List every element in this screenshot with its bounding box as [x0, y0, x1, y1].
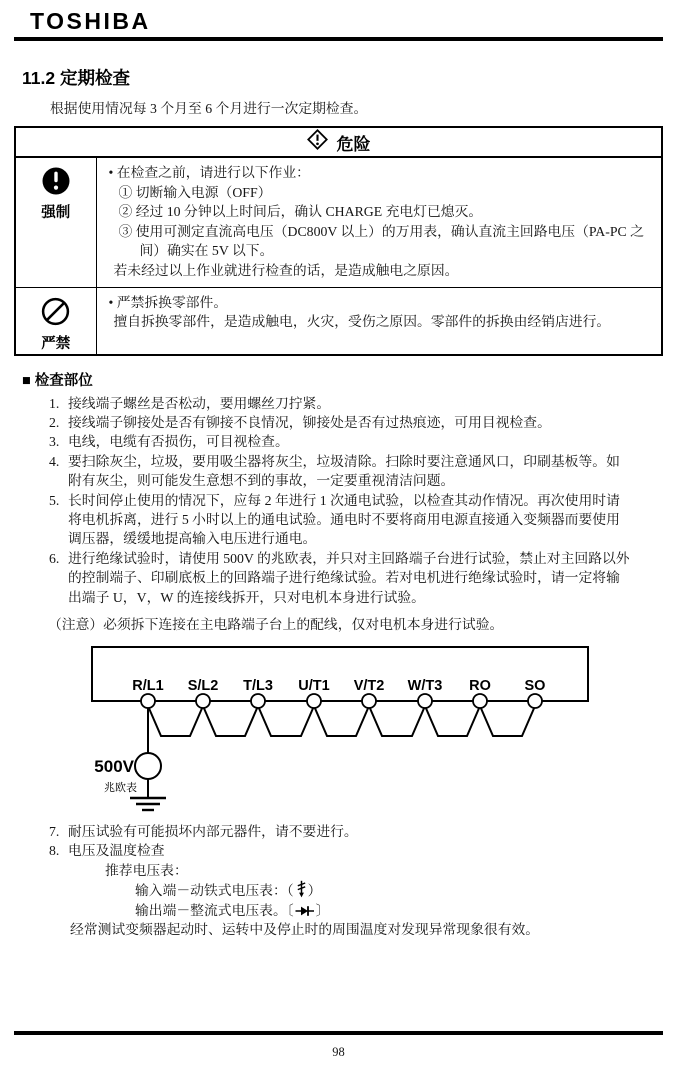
note-text: （注意）必须拆下连接在主电路端子台上的配线，仅对电机本身进行试验。 — [48, 617, 504, 633]
bottom-rule — [14, 1031, 663, 1035]
danger-table-header — [15, 127, 662, 157]
item-text: 长时间停止使用的情况下，应每 2 年进行 1 次通电试验，以检查其动作情况。再次使用时请将电机拆离，进行 5 小时以上的通电试验。通电时不要将商用电源直接通入变频器而要使用调压器，缓缓地提高输入电压进行通电。 — [68, 492, 620, 547]
item-number: 4. — [49, 453, 60, 469]
terminal-label: S/L2 — [187, 678, 219, 695]
danger-step: ① 切断输入电源（OFF） — [118, 184, 272, 200]
danger-line: • 在检查之前，请进行以下作业： — [108, 165, 310, 180]
item-text: 进行绝缘试验时，请使用 500V 的兆欧表，并只对主回路端子台进行试验，禁止对主回路以外的控制端子、印刷底板上的回路端子进行绝缘试验。若对电机进行绝缘试验时，请一定将输出端子 U，V，W 的连接线拆开，只对电机本身进行试验。 — [68, 550, 630, 605]
temperature-note: 经常测试变频器起动时、运转中及停止时的周围温度对发现异常现象很有效。 — [70, 922, 540, 938]
jumper-wires — [148, 706, 535, 736]
danger-line: • 严禁拆换零部件。 — [108, 294, 228, 310]
item-text: 接线端子铆接处是否有铆接不良情况，铆接处是否有过热痕迹，可用目视检查。 — [68, 414, 551, 430]
danger-diamond-icon — [307, 129, 328, 155]
mandatory-icon — [41, 184, 71, 199]
square-bullet: ■ — [22, 372, 31, 389]
list-item — [0, 432, 632, 451]
terminal-labels — [132, 678, 545, 694]
danger-table — [14, 126, 663, 356]
inspection-list — [0, 394, 632, 607]
terminal-label: V/T2 — [353, 678, 385, 695]
item-number: 5. — [49, 492, 60, 508]
item-text: 要扫除灰尘，垃圾，要用吸尘器将灰尘，垃圾清除。扫除时要注意通风口，印刷基板等。如附有灰尘，则可能发生意想不到的事故，一定要重视清洁问题。 — [68, 453, 620, 489]
terminal-label: SO — [524, 678, 546, 695]
list-item — [0, 452, 632, 491]
terminal-label: R/L1 — [132, 678, 164, 695]
danger-title: 危险 — [336, 134, 371, 154]
moving-iron-meter-icon — [294, 883, 308, 898]
danger-result: 擅自拆换零部件，是造成触电，火灾，受伤之原因。零部件的拆换由经销店进行。 — [113, 314, 611, 330]
intro-text: 根据使用情况每 3 个月至 6 个月进行一次定期检查。 — [50, 101, 368, 116]
rectifier-meter-icon — [294, 903, 316, 918]
item-number: 1. — [49, 395, 60, 411]
top-rule — [14, 37, 663, 41]
item-number: 8. — [49, 843, 60, 859]
page-title: 11.2 定期检查 — [22, 68, 130, 88]
output-voltmeter-line — [135, 901, 677, 920]
terminal-block-box — [92, 647, 588, 701]
ground-icon — [130, 798, 166, 810]
list-item — [0, 413, 632, 432]
list-item — [0, 491, 632, 549]
list-item — [0, 549, 632, 607]
list-item — [0, 822, 632, 841]
prohibited-label: 严禁 — [41, 335, 71, 352]
input-voltmeter-close: ） — [307, 883, 322, 899]
output-voltmeter-close: 〕 — [315, 902, 330, 918]
toshiba-logo: TOSHIBA — [30, 8, 151, 34]
voltmeter-recommend: 推荐电压表： — [105, 862, 188, 878]
mandatory-sign-cell — [15, 157, 96, 287]
inspection-heading-text: 检查部位 — [34, 372, 93, 389]
page-number: 98 — [332, 1045, 345, 1059]
megger-circle — [135, 753, 161, 779]
item-text: 电压及温度检查 — [68, 843, 165, 859]
item-number: 2. — [49, 414, 60, 430]
terminal-label: U/T1 — [298, 678, 330, 695]
prohibited-icon — [40, 315, 71, 330]
danger-step: ② 经过 10 分钟以上时间后，确认 CHARGE 充电灯已熄灭。 — [118, 204, 483, 220]
input-voltmeter-line — [135, 880, 677, 900]
item-text: 耐压试验有可能损坏内部元器件，请不要进行。 — [68, 824, 358, 840]
terminal-label: RO — [469, 678, 491, 695]
prohibited-sign-cell — [15, 287, 96, 355]
danger-result: 若未经过以上作业就进行检查的话，是造成触电之原因。 — [113, 262, 459, 278]
inspection-list-continued — [0, 822, 632, 861]
item-text: 电线，电缆有否损伤，可目视检查。 — [68, 434, 289, 450]
mandatory-content — [96, 157, 662, 287]
item-text: 接线端子螺丝是否松动，要用螺丝刀拧紧。 — [68, 395, 331, 411]
terminal-label: W/T3 — [407, 678, 443, 695]
item-number: 7. — [49, 824, 60, 840]
list-item — [0, 394, 632, 413]
megger-name-label: 兆欧表 — [104, 782, 137, 795]
item-number: 3. — [49, 434, 60, 450]
list-item — [0, 841, 632, 860]
danger-step: ③ 使用可测定直流高电压（DC800V 以上）的万用表，确认直流主回路电压（PA-PC 之间）确实在 5V 以下。 — [118, 223, 644, 259]
terminal-label: T/L3 — [243, 678, 273, 695]
output-voltmeter-text: 输出端－整流式电压表。〔 — [135, 902, 294, 918]
mandatory-label: 强制 — [41, 205, 71, 221]
prohibited-content — [96, 287, 662, 355]
item-number: 6. — [49, 550, 60, 566]
inspection-heading — [22, 369, 677, 390]
megger-voltage-label: 500V — [94, 757, 134, 777]
terminal-diagram — [78, 638, 677, 820]
input-voltmeter-text: 输入端－动铁式电压表：（ — [135, 883, 294, 899]
